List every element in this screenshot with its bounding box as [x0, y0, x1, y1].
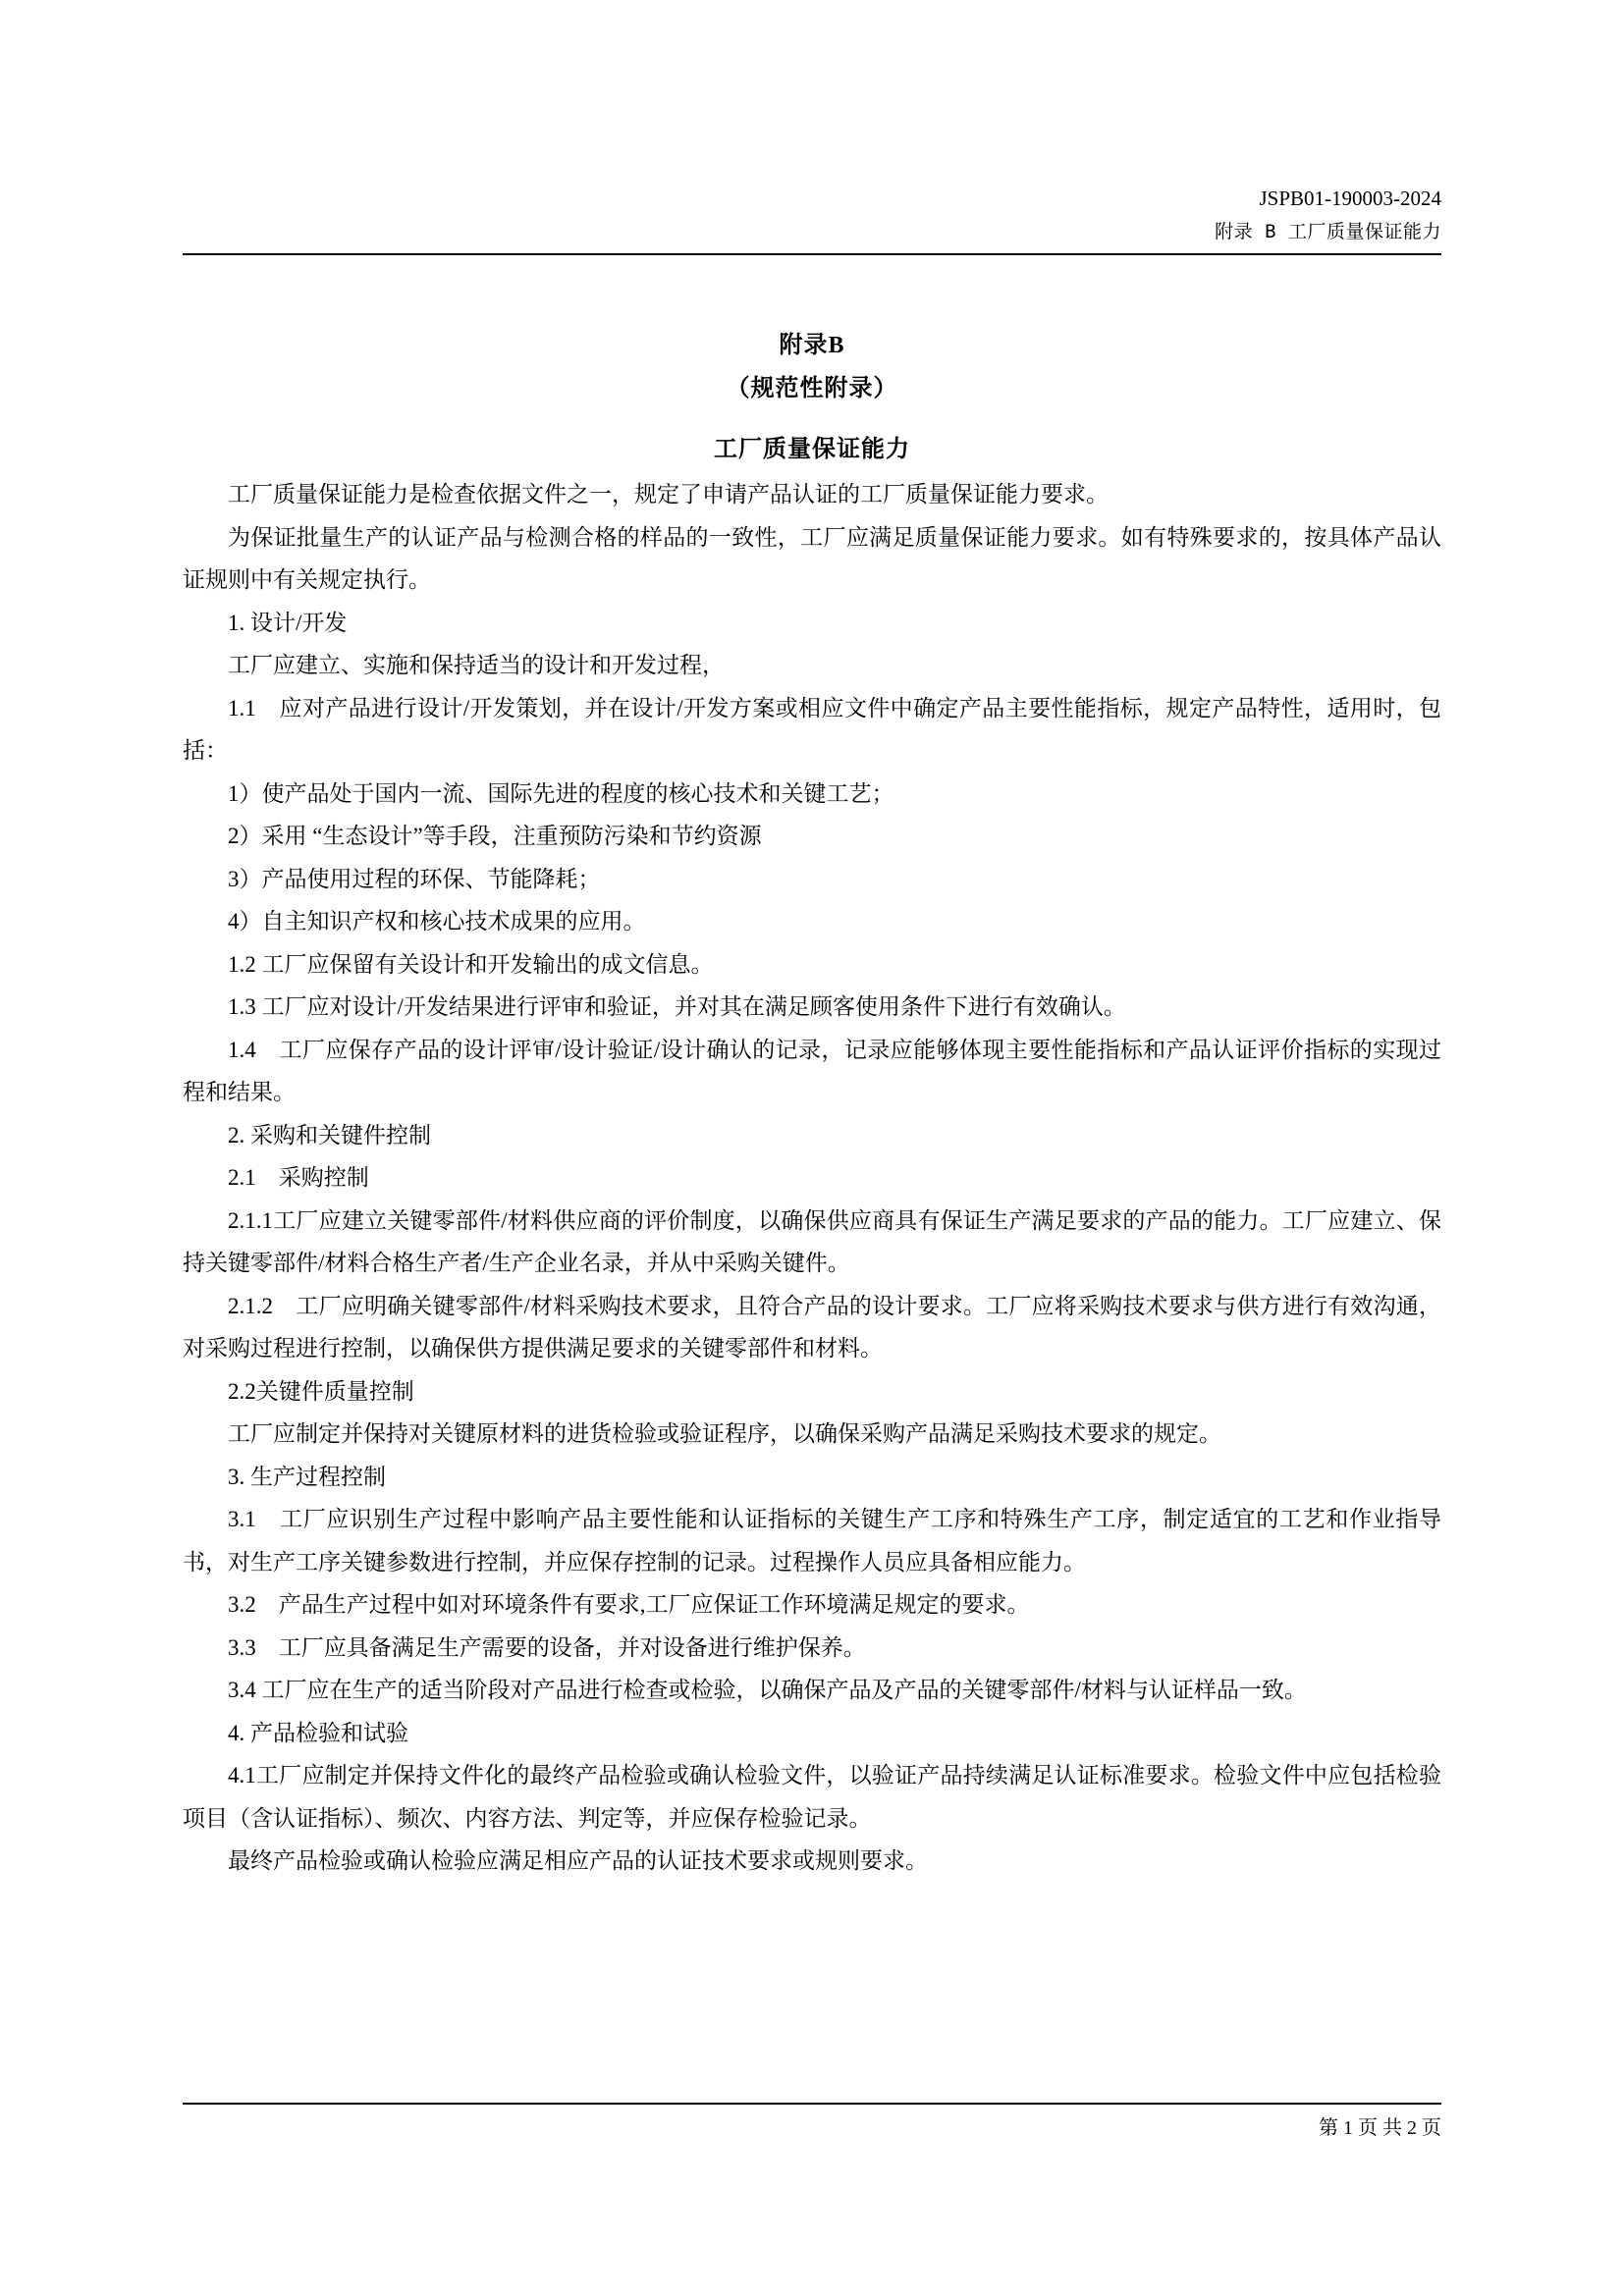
page-footer: 第 1 页 共 2 页	[1319, 2117, 1441, 2139]
paragraph: 1.1 应对产品进行设计/开发策划，并在设计/开发方案或相应文件中确定产品主要性能指标，规定产品特性，适用时，包括：	[183, 695, 1441, 763]
paragraph: 1）使产品处于国内一流、国际先进的程度的核心技术和关键工艺；	[228, 780, 894, 806]
paragraph: 3.1 工厂应识别生产过程中影响产品主要性能和认证指标的关键生产工序和特殊生产工序，制定适宜的工艺和作业指导书，对生产工序关键参数进行控制，并应保存控制的记录。过程操作人员应具备相应能力。	[183, 1507, 1441, 1575]
paragraph: 1. 设计/开发	[228, 610, 348, 635]
paragraph: 2. 采购和关键件控制	[228, 1122, 431, 1148]
paragraph: 4. 产品检验和试验	[228, 1720, 408, 1745]
paragraph: 1.3 工厂应对设计/开发结果进行评审和验证，并对其在满足顾客使用条件下进行有效确认。	[228, 994, 1126, 1019]
page-header	[183, 182, 1441, 248]
paragraph: 4）自主知识产权和核心技术成果的应用。	[228, 909, 646, 934]
paragraph: 2）采用 “生态设计”等手段，注重预防污染和节约资源	[228, 824, 762, 848]
paragraph: 最终产品检验或确认检验应满足相应产品的认证技术要求或规则要求。	[228, 1848, 928, 1873]
section-title: 工厂质量保证能力	[714, 437, 910, 462]
paragraph: 2.1.2 工厂应明确关键零部件/材料采购技术要求，且符合产品的设计要求。工厂应将采购技术要求与供方进行有效沟通，对采购过程进行控制，以确保供方提供满足要求的关键零部件和材料。	[183, 1293, 1441, 1361]
paragraph: 3.4 工厂应在生产的适当阶段对产品进行检查或检验，以确保产品及产品的关键零部件/材料与认证样品一致。	[228, 1678, 1307, 1702]
header-divider	[183, 253, 1441, 255]
paragraph: 工厂质量保证能力是检查依据文件之一，规定了申请产品认证的工厂质量保证能力要求。	[228, 482, 1109, 507]
paragraph: 为保证批量生产的认证产品与检测合格的样品的一致性，工厂应满足质量保证能力要求。如有特殊要求的，按具体产品认证规则中有关规定执行。	[183, 524, 1441, 592]
paragraph: 3. 生产过程控制	[228, 1464, 386, 1489]
paragraph: 3.3 工厂应具备满足生产需要的设备，并对设备进行维护保养。	[228, 1634, 866, 1660]
paragraph: 2.1 采购控制	[228, 1165, 369, 1190]
paragraph: 2.2关键件质量控制	[228, 1378, 414, 1404]
paragraph: 工厂应制定并保持对关键原材料的进货检验或验证程序，以确保采购产品满足采购技术要求的规定。	[228, 1421, 1221, 1446]
header-doc-subtitle: 附录 B 工厂质量保证能力	[1215, 221, 1441, 242]
paragraph: 2.1.1工厂应建立关键零部件/材料供应商的评价制度，以确保供应商具有保证生产满足要求的产品的能力。工厂应建立、保持关键零部件/材料合格生产者/生产企业名录，并从中采购关键件。	[183, 1207, 1441, 1275]
paragraph: 4.1工厂应制定并保持文件化的最终产品检验或确认检验文件，以验证产品持续满足认证标准要求。检验文件中应包括检验项目（含认证指标）、频次、内容方法、判定等，并应保存检验记录。	[183, 1763, 1441, 1831]
paragraph: 3.2 产品生产过程中如对环境条件有要求,工厂应保证工作环境满足规定的要求。	[228, 1592, 1030, 1617]
paragraph: 1.4 工厂应保存产品的设计评审/设计验证/设计确认的记录，记录应能够体现主要性能指标和产品认证评价指标的实现过程和结果。	[183, 1037, 1441, 1104]
appendix-title: 附录B	[779, 333, 845, 358]
footer-divider	[183, 2103, 1441, 2105]
document-body	[183, 324, 1441, 1883]
paragraph: 3）产品使用过程的环保、节能降耗；	[228, 866, 601, 891]
paragraph: 工厂应建立、实施和保持适当的设计和开发过程，	[228, 653, 725, 677]
paragraph: 1.2 工厂应保留有关设计和开发输出的成文信息。	[228, 951, 714, 977]
appendix-type: （规范性附录）	[726, 376, 898, 401]
header-doc-code: JSPB01-190003-2024	[1259, 187, 1441, 210]
